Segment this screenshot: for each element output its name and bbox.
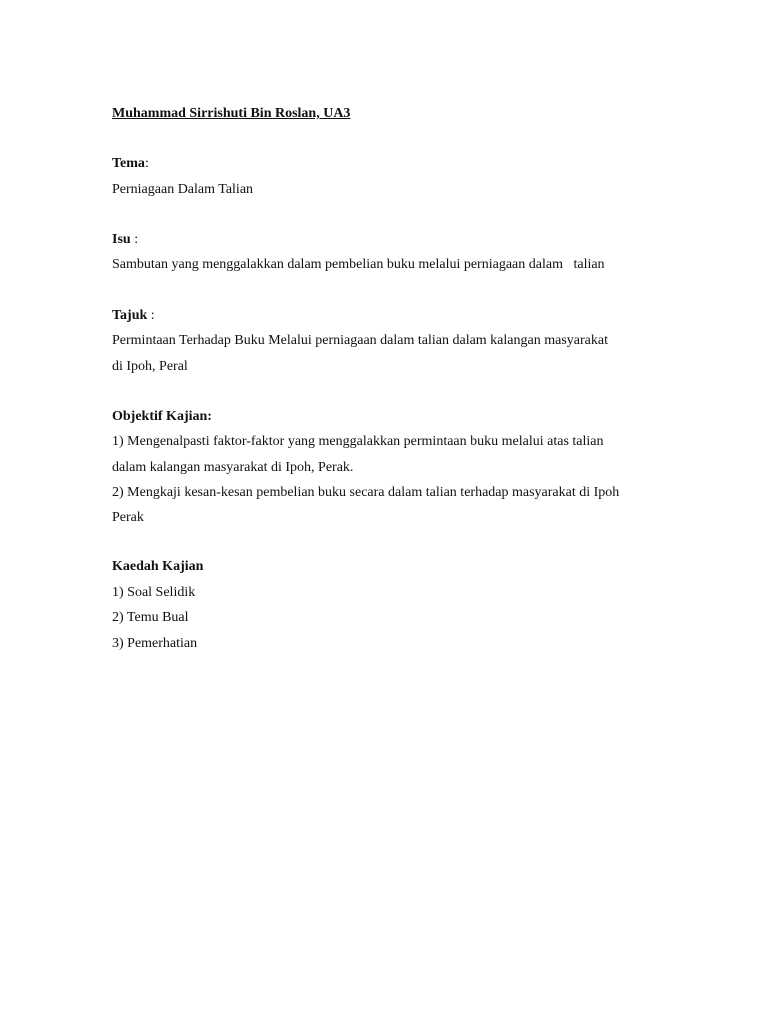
objektif-line: Perak xyxy=(112,510,144,525)
tajuk-line: Permintaan Terhadap Buku Melalui perniagaan dalam talian dalam kalangan masyarakat xyxy=(112,333,608,348)
objektif-line: dalam kalangan masyarakat di Ipoh, Perak. xyxy=(112,460,354,475)
tema-heading xyxy=(112,155,149,173)
tema-separator: : xyxy=(144,156,149,171)
tajuk-line: di Ipoh, Peral xyxy=(112,359,188,374)
kaedah-item: 2) Temu Bual xyxy=(112,610,189,625)
kaedah-item: 3) Pemerhatian xyxy=(112,636,198,651)
isu-label: Isu xyxy=(112,232,131,247)
author-line: Muhammad Sirrishuti Bin Roslan, UA3 xyxy=(112,106,351,121)
tajuk-label: Tajuk xyxy=(112,308,148,323)
objektif-line: 1) Mengenalpasti faktor-faktor yang menggalakkan permintaan buku melalui atas talian xyxy=(112,434,604,449)
isu-value: Sambutan yang menggalakkan dalam pembelian buku melalui perniagaan dalam talian xyxy=(112,257,605,272)
tajuk-separator: : xyxy=(147,308,155,323)
isu-heading xyxy=(112,231,138,249)
tema-label: Tema xyxy=(112,156,145,171)
kaedah-item: 1) Soal Selidik xyxy=(112,585,196,600)
objektif-line: 2) Mengkaji kesan-kesan pembelian buku secara dalam talian terhadap masyarakat di Ipoh xyxy=(112,485,620,500)
kaedah-heading: Kaedah Kajian xyxy=(112,559,204,574)
tajuk-heading xyxy=(112,307,155,325)
isu-separator: : xyxy=(130,232,139,247)
objektif-heading: Objektif Kajian: xyxy=(112,409,212,424)
tema-value: Perniagaan Dalam Talian xyxy=(112,182,254,197)
